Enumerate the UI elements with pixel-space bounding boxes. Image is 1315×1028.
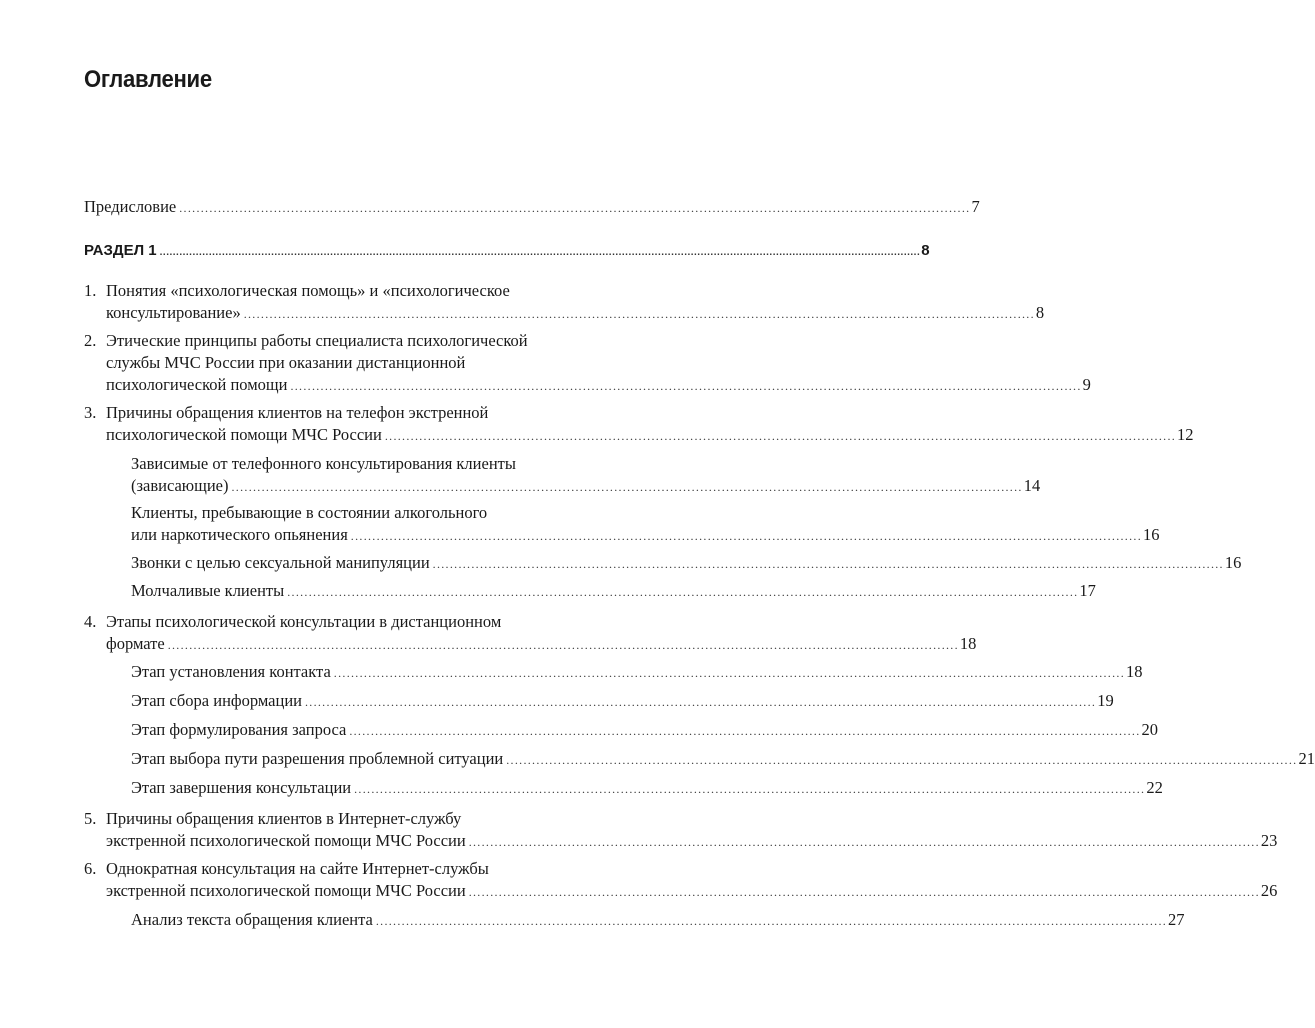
- dot-leader: ........................................................................................................................................................................................: [349, 724, 1141, 738]
- toc-page-number: 22: [1146, 778, 1163, 797]
- dot-leader: ........................................................................................................................................................................................: [333, 666, 1125, 680]
- toc-entry-text: психологической помощи МЧС России: [106, 425, 382, 444]
- dot-leader: ........................................................................................................................................................................................: [375, 914, 1168, 928]
- toc-entry-line: Причины обращения клиентов в Интернет-службу: [106, 809, 462, 828]
- toc-entry-number: 6.: [84, 859, 97, 878]
- toc-entry-last-line: [131, 748, 1315, 771]
- toc-entry-last-line: [131, 552, 1242, 575]
- toc-entry-text: Анализ текста обращения клиента: [131, 910, 373, 929]
- dot-leader: ........................................................................................................................................................................................: [354, 782, 1146, 796]
- toc-entry-last-line: [131, 580, 1096, 603]
- dot-leader: ........................................................................................................................................................................................: [304, 695, 1097, 709]
- toc-entry-line: службы МЧС России при оказании дистанционной: [106, 353, 466, 372]
- toc-page-number: 18: [1126, 662, 1143, 681]
- toc-entry-text: Этап установления контакта: [131, 662, 331, 681]
- toc-entry-last-line: [106, 880, 1278, 903]
- toc-page-number: 21: [1298, 749, 1315, 768]
- toc-entry-last-line: [131, 909, 1185, 932]
- toc-entry-number: 4.: [84, 612, 97, 631]
- toc-entry-line: Этические принципы работы специалиста психологической: [106, 331, 528, 350]
- toc-entry-last-line: [131, 777, 1163, 800]
- dot-leader: ........................................................................................................................................................................................: [231, 480, 1023, 494]
- toc-page-number: 23: [1260, 831, 1278, 850]
- toc-entry-last-line: [131, 524, 1160, 547]
- toc-entry-text: Этап выбора пути разрешения проблемной ситуации: [131, 749, 504, 768]
- toc-page-number: 16: [1143, 525, 1160, 544]
- toc-page-number: 7: [971, 197, 980, 216]
- toc-entry-last-line: [106, 424, 1194, 447]
- dot-leader: ........................................................................................................................................................................................................................................: [159, 247, 921, 258]
- toc-entry-text: Этап завершения консультации: [131, 778, 352, 797]
- dot-leader: ........................................................................................................................................................................................: [468, 835, 1260, 849]
- toc-entry-last-line: [131, 661, 1143, 684]
- toc-entry-line: Зависимые от телефонного консультирования клиенты: [131, 454, 516, 473]
- toc-entry-text: консультирование»: [106, 303, 241, 322]
- dot-leader: ........................................................................................................................................................................................: [384, 429, 1177, 443]
- toc-page-number: 19: [1097, 691, 1114, 710]
- toc-entry-number: 2.: [84, 331, 97, 350]
- dot-leader: ........................................................................................................................................................................................: [179, 201, 971, 215]
- toc-entry-last-line: [131, 475, 1041, 498]
- toc-section-heading: РАЗДЕЛ 1: [84, 242, 157, 259]
- toc-page-number: 17: [1079, 581, 1096, 600]
- toc-entry-text: Этап сбора информации: [131, 691, 302, 710]
- toc-page-number: 18: [959, 634, 977, 653]
- toc-entry-preface: [84, 197, 980, 217]
- dot-leader: ........................................................................................................................................................................................: [432, 557, 1224, 571]
- toc-entry-text: или наркотического опьянения: [131, 525, 348, 544]
- toc-entry-text: Молчаливые клиенты: [131, 581, 285, 600]
- dot-leader: ........................................................................................................................................................................................: [468, 885, 1260, 899]
- toc-entry-text: формате: [106, 634, 165, 653]
- toc-entry-line: Причины обращения клиентов на телефон экстренной: [106, 403, 489, 422]
- page-title: Оглавление: [84, 66, 212, 93]
- toc-entry-text: экстренной психологической помощи МЧС России: [106, 881, 466, 900]
- dot-leader: ........................................................................................................................................................................................: [350, 529, 1142, 543]
- dot-leader: ........................................................................................................................................................................................: [290, 379, 1082, 393]
- dot-leader: ........................................................................................................................................................................................: [506, 753, 1298, 767]
- toc-entry-line: Этапы психологической консультации в дистанционном: [106, 612, 502, 631]
- toc-page-number: 26: [1260, 881, 1278, 900]
- dot-leader: ........................................................................................................................................................................................: [167, 638, 959, 652]
- toc-page-number: 8: [921, 242, 930, 259]
- toc-entry-text: психологической помощи: [106, 375, 288, 394]
- toc-entry-last-line: [106, 302, 1045, 325]
- toc-entry-line: Понятия «психологическая помощь» и «психологическое: [106, 281, 510, 300]
- toc-page-number: 14: [1023, 476, 1041, 495]
- toc-page-number: 16: [1224, 553, 1242, 572]
- toc-entry-text: экстренной психологической помощи МЧС России: [106, 831, 466, 850]
- dot-leader: ........................................................................................................................................................................................: [287, 585, 1079, 599]
- toc-entry-text: Предисловие: [84, 197, 177, 216]
- toc-entry-text: Звонки с целью сексуальной манипуляции: [131, 553, 430, 572]
- toc-entry-number: 3.: [84, 403, 97, 422]
- toc-entry-last-line: [106, 633, 977, 656]
- dot-leader: ........................................................................................................................................................................................: [243, 307, 1035, 321]
- toc-entry-text: (зависающие): [131, 476, 229, 495]
- toc-entry-text: Этап формулирования запроса: [131, 720, 347, 739]
- toc-entry-last-line: [131, 719, 1159, 742]
- toc-page-number: 9: [1082, 375, 1091, 394]
- toc-entry-number: 1.: [84, 281, 97, 300]
- toc-entry-line: Однократная консультация на сайте Интернет-службы: [106, 859, 489, 878]
- toc-page-number: 8: [1035, 303, 1045, 322]
- toc-entry-number: 5.: [84, 809, 97, 828]
- toc-entry-last-line: [106, 830, 1278, 853]
- toc-page-number: 12: [1177, 425, 1194, 444]
- toc-entry-last-line: [131, 690, 1114, 713]
- toc-section-1: [84, 242, 930, 259]
- toc-page-number: 27: [1168, 910, 1185, 929]
- toc-entry-last-line: [106, 374, 1091, 397]
- toc-entry-line: Клиенты, пребывающие в состоянии алкогольного: [131, 503, 488, 522]
- toc-page-number: 20: [1141, 720, 1159, 739]
